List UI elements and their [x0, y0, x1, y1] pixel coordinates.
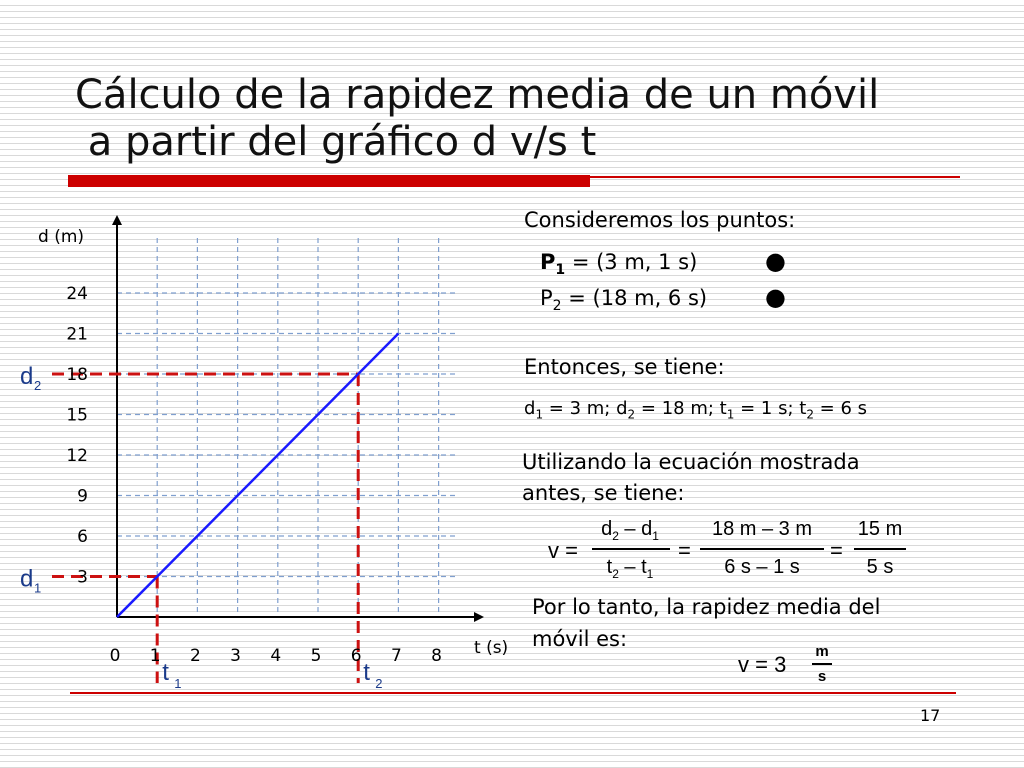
formula-v: v =	[548, 538, 578, 563]
val-t2-sub: 2	[806, 407, 814, 422]
f-den1: t	[606, 556, 613, 578]
chart-series	[117, 334, 398, 618]
p2-sub: 2	[552, 298, 562, 315]
val-t1-value: = 1 s;	[734, 398, 800, 419]
val-d1: d	[524, 398, 536, 419]
p2-value: = (18 m, 6 s)	[561, 286, 708, 310]
formula-den-2: 6 s – 1 s	[724, 556, 800, 578]
fraction-bar-3	[854, 548, 906, 550]
f-num1-sub: 2	[612, 529, 619, 543]
result-num: m	[815, 643, 829, 660]
f-den1-minus: – t	[618, 556, 647, 578]
then-text: Entonces, se tiene:	[524, 355, 725, 379]
p1-bullet-icon: ●	[765, 247, 786, 275]
val-d2: d	[616, 398, 628, 419]
f-den1-sub: 2	[612, 567, 619, 581]
page-number: 17	[920, 706, 941, 725]
f-den1-sub2: 1	[646, 567, 654, 581]
result-den: s	[817, 668, 827, 685]
val-d2-sub: 2	[627, 407, 636, 422]
val-t1: t	[719, 398, 727, 419]
y-tick-label: 9	[77, 486, 88, 507]
x-tick-label: 1	[149, 646, 161, 666]
series-line	[117, 334, 398, 618]
chart-labels	[20, 227, 508, 691]
y-tick-label: 6	[77, 527, 88, 547]
val-d2-value: = 18 m;	[635, 398, 720, 419]
marker-t-label: t	[363, 659, 370, 686]
x-tick-label: 4	[270, 646, 282, 666]
x-tick-label: 5	[310, 646, 322, 666]
y-tick-label: 18	[66, 365, 88, 385]
p1-name: P	[540, 250, 556, 274]
formula-den-3: 5 s	[866, 556, 894, 578]
consider-points-text: Consideremos los puntos:	[524, 208, 796, 232]
marker-d-sub: 1	[34, 580, 42, 596]
x-axis-label: t (s)	[474, 638, 509, 658]
p1-sub: 1	[555, 262, 566, 279]
formula-num-3: 15 m	[857, 518, 903, 540]
val-t2-value: = 6 s	[813, 398, 868, 419]
marker-t-sub: 1	[174, 676, 182, 691]
title-line-1: Cálculo de la rapidez media de un móvil	[75, 72, 880, 118]
y-tick-label: 21	[66, 324, 88, 345]
marker-t-sub: 2	[375, 676, 383, 691]
result-v: v = 3	[738, 652, 787, 677]
y-tick-label: 24	[66, 284, 88, 304]
val-t1-sub: 1	[726, 407, 735, 422]
val-d1-value: = 3 m;	[543, 398, 617, 419]
x-tick-label: 0	[109, 646, 121, 666]
fraction-bar-2	[700, 548, 824, 550]
y-tick-label: 3	[77, 567, 88, 588]
val-d1-sub: 1	[535, 407, 544, 422]
chart-axes	[112, 215, 484, 622]
f-num1: d	[601, 518, 613, 540]
footer-line	[70, 692, 956, 694]
formula-num-2: 18 m – 3 m	[711, 518, 813, 540]
f-num1-sub2: 1	[652, 529, 659, 543]
formula-eq-2: =	[830, 538, 843, 563]
using-text-1: Utilizando la ecuación mostrada	[522, 450, 860, 474]
x-axis-arrow-icon	[474, 612, 484, 622]
y-tick-label: 15	[66, 405, 88, 426]
fraction-bar-1	[592, 548, 670, 550]
point-p2	[540, 286, 707, 314]
y-axis-arrow-icon	[112, 215, 122, 225]
formula-num-1	[590, 518, 670, 543]
result-fraction-bar	[812, 663, 832, 665]
p2-bullet-icon: ●	[765, 283, 786, 311]
marker-t-label: t	[162, 659, 169, 686]
title-line-2: a partir del gráfico d v/s t	[75, 119, 597, 165]
therefore-text-2: móvil es:	[532, 627, 628, 651]
marker-d-label: d	[20, 363, 34, 390]
formula-eq-1: =	[678, 538, 691, 563]
y-tick-label: 12	[66, 446, 88, 466]
f-num1-minus: – d	[618, 518, 653, 540]
point-p1	[540, 250, 697, 278]
y-axis-label: d (m)	[38, 227, 85, 247]
marker-d-sub: 2	[34, 378, 42, 393]
marker-d-label: d	[20, 565, 34, 593]
values-line	[524, 398, 867, 422]
formula-den-1	[590, 556, 670, 581]
x-tick-label: 2	[189, 646, 201, 666]
p2-name: P	[540, 286, 553, 310]
x-tick-label: 7	[390, 646, 402, 666]
val-t2: t	[799, 398, 807, 419]
x-tick-label: 8	[431, 646, 443, 666]
x-tick-label: 6	[350, 646, 362, 666]
chart-grid	[117, 238, 457, 617]
using-text-2: antes, se tiene:	[522, 481, 685, 505]
p1-value: = (3 m, 1 s)	[565, 250, 698, 274]
therefore-text-1: Por lo tanto, la rapidez media del	[532, 595, 881, 619]
x-tick-label: 3	[230, 646, 242, 666]
